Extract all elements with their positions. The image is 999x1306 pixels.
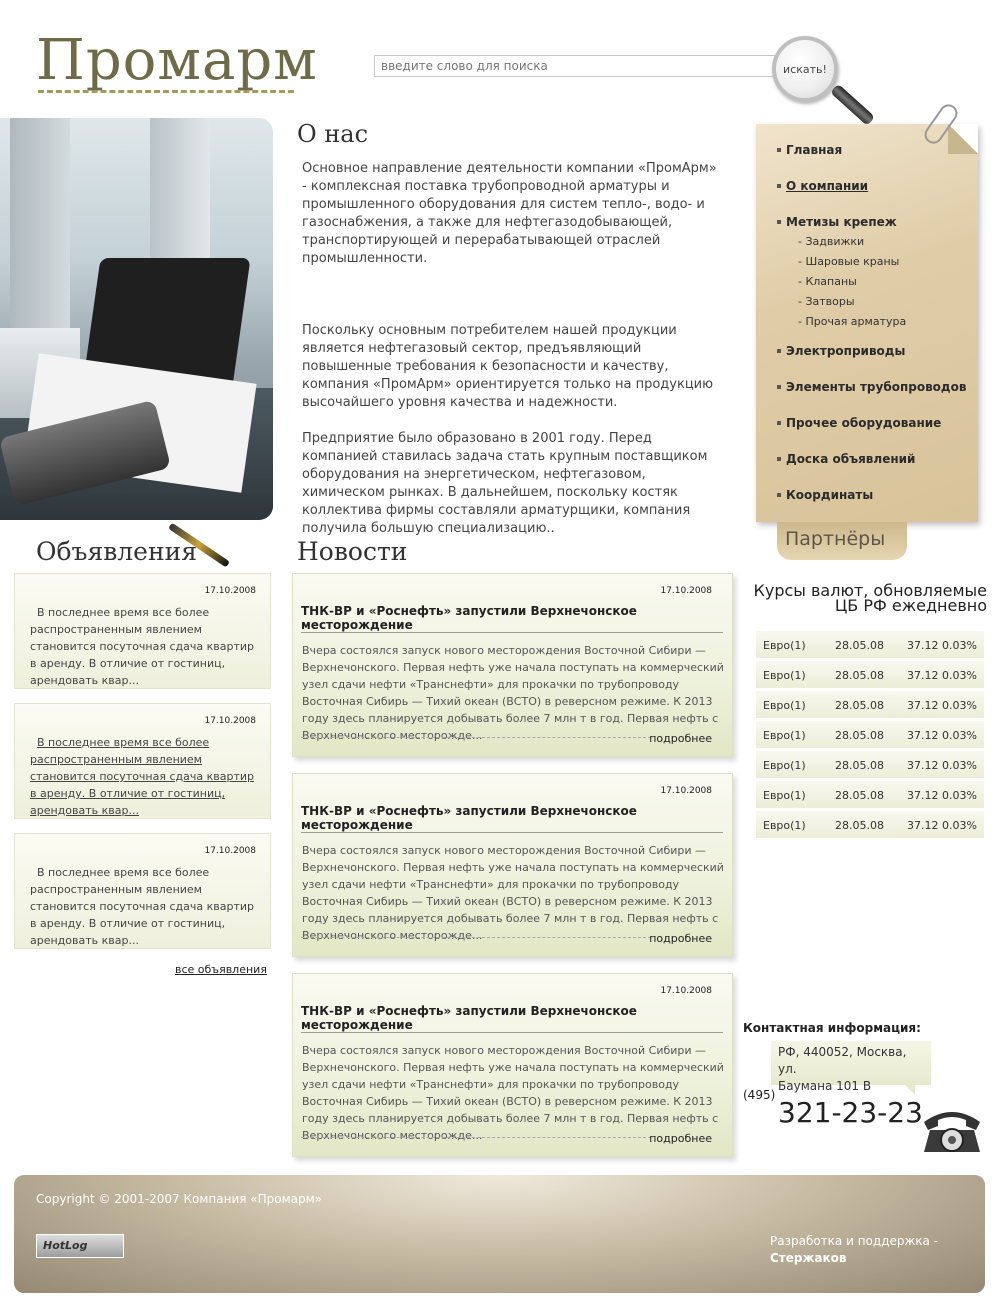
currency-rate: 37.12 — [907, 759, 939, 772]
currency-name: Евро(1) — [763, 819, 806, 832]
currency-date: 28.05.08 — [835, 819, 884, 832]
news-card — [292, 573, 733, 757]
currency-row — [756, 781, 984, 808]
contact-title: Контактная информация: — [743, 1021, 921, 1035]
announcement-text: В последнее время все более распространенным явлением становится посуточная сдача квартир в аренду. В отличие от гостиниц, арендовать квар... — [30, 866, 255, 947]
currency-change: 0.03% — [942, 639, 977, 652]
news-divider — [301, 632, 723, 633]
news-more-link[interactable]: подробнее — [649, 732, 712, 745]
currency-row — [756, 691, 984, 718]
developer-credit — [770, 1233, 938, 1267]
partners-tab[interactable]: Партнёры — [777, 522, 907, 560]
currency-row — [756, 661, 984, 688]
telephone-icon — [918, 1100, 986, 1156]
menu-item-bulletin-board[interactable]: Доска объявлений — [786, 452, 916, 466]
about-paragraph: Основное направление деятельности компании «ПромАрм» - комплексная поставка трубопроводной арматуры и промышленного оборудования для систем тепло-, водо- и газоснабжения, а также для нефтегазодобывающей, транспортирующей и перерабатывающей отраслей промышленности. — [302, 161, 717, 266]
menu-item-pipeline-elements[interactable]: Элементы трубопроводов — [786, 380, 967, 394]
news-date: 17.10.2008 — [660, 986, 712, 996]
phone-number: 321-23-23 — [778, 1096, 923, 1129]
currency-title — [745, 583, 987, 613]
news-text: Вчера состоялся запуск нового месторождения Восточной Сибири — Верхнечонского. Первая нефть уже начала поступать на коммерческий узел сдачи нефти «Транснефти» для прокачки по трубопроводу Восточная Сибирь — Тихий океан (ВСТО) в реверсном режиме. К 2013 году здесь планируется добывать более 7 млн т в год. Первая нефть с Верхнечонского месторожде... — [302, 1044, 724, 1142]
magnifier-handle-icon — [830, 84, 875, 126]
currency-change: 0.03% — [942, 789, 977, 802]
announcement-card — [14, 833, 271, 949]
developer-label: Разработка и поддержка - — [770, 1234, 939, 1248]
news-headline[interactable]: ТНК-ВР и «Роснефть» запустили Верхнечонское месторождение — [301, 1004, 637, 1032]
currency-row — [756, 721, 984, 748]
currency-date: 28.05.08 — [835, 789, 884, 802]
currency-date: 28.05.08 — [835, 729, 884, 742]
news-headline[interactable]: ТНК-ВР и «Роснефть» запустили Верхнечонское месторождение — [301, 804, 637, 832]
announcement-date: 17.10.2008 — [204, 846, 256, 856]
news-date: 17.10.2008 — [660, 586, 712, 596]
menu-subitem[interactable]: - Задвижки — [798, 235, 865, 248]
menu-item-home[interactable]: Главная — [786, 143, 843, 157]
currency-change: 0.03% — [942, 759, 977, 772]
search-input[interactable] — [374, 55, 794, 77]
news-dashed-line — [301, 1137, 651, 1138]
logo-underline — [38, 90, 294, 93]
currency-rate: 37.12 — [907, 639, 939, 652]
menu-item-about[interactable]: О компании — [786, 179, 869, 193]
menu-item-coordinates[interactable]: Координаты — [786, 488, 874, 502]
news-headline[interactable]: ТНК-ВР и «Роснефть» запустили Верхнечонское месторождение — [301, 604, 637, 632]
news-text: Вчера состоялся запуск нового месторождения Восточной Сибири — Верхнечонского. Первая нефть уже начала поступать на коммерческий узел сдачи нефти «Транснефти» для прокачки по трубопроводу Восточная Сибирь — Тихий океан (ВСТО) в реверсном режиме. К 2013 году здесь планируется добывать более 7 млн т в год. Первая нефть с Верхнечонского месторожде... — [302, 644, 724, 742]
announcement-card — [14, 573, 271, 689]
currency-title-line: Курсы валют, обновляемые — [753, 581, 987, 600]
announcements-title: Объявления — [36, 537, 198, 566]
news-more-link[interactable]: подробнее — [649, 1132, 712, 1145]
about-paragraph: Предприятие было образовано в 2001 году. Перед компанией ставилась задача стать крупным поставщиком оборудования на энергетическом, нефтегазовом, химическом рынках. В дальнейшем, поскольку костяк коллектива фирмы составляли арматурщики, компания получила большую специализацию.. — [302, 431, 708, 536]
menu-item-actuators[interactable]: Электроприводы — [786, 344, 906, 358]
contact-address — [771, 1041, 931, 1093]
news-date: 17.10.2008 — [660, 786, 712, 796]
address-line: РФ, 440052, Москва, ул. — [778, 1045, 907, 1076]
currency-name: Евро(1) — [763, 759, 806, 772]
currency-rate: 37.12 — [907, 729, 939, 742]
currency-name: Евро(1) — [763, 669, 806, 682]
announcement-date: 17.10.2008 — [204, 586, 256, 596]
announcement-card — [14, 703, 271, 819]
news-dashed-line — [301, 937, 651, 938]
currency-row — [756, 631, 984, 658]
currency-name: Евро(1) — [763, 639, 806, 652]
news-title: Новости — [297, 537, 408, 566]
menu-item-fasteners[interactable]: Метизы крепеж — [786, 215, 897, 229]
currency-row — [756, 811, 984, 838]
announcement-link[interactable]: В последнее время все более распространенным явлением становится посуточная сдача квартир в аренду. В отличие от гостиниц, арендовать квар... — [30, 736, 255, 817]
hotlog-counter[interactable]: HotLog — [36, 1234, 124, 1258]
hero-photo — [0, 118, 273, 520]
copyright-text: Copyright © 2001-2007 Компания «Промарм» — [36, 1192, 323, 1206]
currency-rate: 37.12 — [907, 699, 939, 712]
currency-name: Евро(1) — [763, 789, 806, 802]
currency-rate: 37.12 — [907, 789, 939, 802]
announcement-text: В последнее время все более распространенным явлением становится посуточная сдача квартир в аренду. В отличие от гостиниц, арендовать квар... — [30, 606, 255, 687]
currency-date: 28.05.08 — [835, 759, 884, 772]
news-card — [292, 773, 733, 957]
news-text: Вчера состоялся запуск нового месторождения Восточной Сибири — Верхнечонского. Первая нефть уже начала поступать на коммерческий узел сдачи нефти «Транснефти» для прокачки по трубопроводу Восточная Сибирь — Тихий океан (ВСТО) в реверсном режиме. К 2013 году здесь планируется добывать более 7 млн т в год. Первая нефть с Верхнечонского месторожде... — [302, 844, 724, 942]
news-more-link[interactable]: подробнее — [649, 932, 712, 945]
about-title: О нас — [297, 120, 369, 148]
currency-rate: 37.12 — [907, 669, 939, 682]
site-logo[interactable]: Промарм — [36, 28, 318, 93]
currency-rate: 37.12 — [907, 819, 939, 832]
menu-subitem[interactable]: - Клапаны — [798, 275, 857, 288]
currency-change: 0.03% — [942, 729, 977, 742]
news-dashed-line — [301, 737, 651, 738]
news-divider — [301, 1032, 723, 1033]
menu-subitem[interactable]: - Прочая арматура — [798, 315, 907, 328]
phone-code: (495) — [743, 1088, 776, 1102]
developer-name[interactable]: Стержаков — [770, 1251, 847, 1265]
currency-change: 0.03% — [942, 699, 977, 712]
all-announcements-link[interactable]: все объявления — [175, 963, 267, 976]
currency-title-line: ЦБ РФ ежедневно — [834, 596, 987, 615]
announcement-date: 17.10.2008 — [204, 716, 256, 726]
currency-name: Евро(1) — [763, 729, 806, 742]
currency-row — [756, 751, 984, 778]
menu-item-other-equipment[interactable]: Прочее оборудование — [786, 416, 942, 430]
currency-date: 28.05.08 — [835, 699, 884, 712]
about-paragraph: Поскольку основным потребителем нашей продукции является нефтегазовый сектор, предъявляющий повышенные требования к безопасности и качеству, компания «ПромАрм» ориентируется только на продукцию высочайшего уровня качества и надежности. — [302, 323, 714, 410]
currency-name: Евро(1) — [763, 699, 806, 712]
currency-change: 0.03% — [942, 819, 977, 832]
search-button[interactable]: искать! — [772, 36, 838, 102]
menu-subitem[interactable]: - Затворы — [798, 295, 855, 308]
address-line: Баумана 101 В — [778, 1079, 872, 1093]
currency-date: 28.05.08 — [835, 639, 884, 652]
news-divider — [301, 832, 723, 833]
currency-change: 0.03% — [942, 669, 977, 682]
news-card — [292, 973, 733, 1157]
currency-date: 28.05.08 — [835, 669, 884, 682]
menu-subitem[interactable]: - Шаровые краны — [798, 255, 900, 268]
